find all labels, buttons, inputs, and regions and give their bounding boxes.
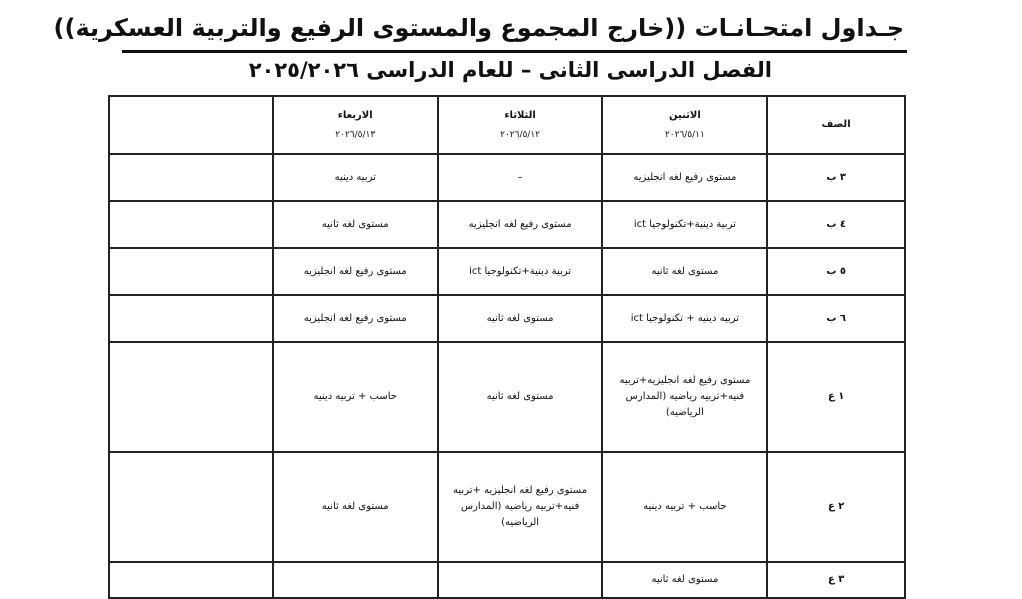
exam-cell: [438, 562, 603, 598]
exam-text: حاسب + تربيه دينيه: [643, 501, 727, 512]
exam-cell: [602, 248, 767, 295]
day-date: ٢٠٢٦/٥/١٢: [500, 129, 541, 140]
exam-cell: [273, 201, 438, 248]
exam-cell: [602, 201, 767, 248]
exam-text: مستوى لغه ثانيه: [651, 265, 719, 277]
exam-cell: [273, 295, 438, 342]
exam-text: مستوى رفيع لغه انجليزيه: [303, 265, 407, 277]
exam-cell: [273, 452, 438, 562]
exam-text: مستوى رفيع لغه انجليزيه+تربيه فنيه+تربيه رياضيه (المدارس الرياضيه): [619, 375, 751, 418]
exam-cell: [602, 342, 767, 452]
document-subtitle: الفصل الدراسى الثانى – للعام الدراسى ٢٠٢٥/٢٠٢٦: [248, 58, 772, 82]
exam-text: مستوى رفيع لغه انجليزيه: [303, 312, 407, 324]
table-row: [109, 295, 905, 342]
class-cell: ٣ ب: [767, 154, 905, 201]
exam-cell: [273, 248, 438, 295]
exam-cell: [273, 342, 438, 452]
day-header-wednesday: [273, 96, 438, 154]
empty-cell: [109, 452, 273, 562]
class-column-header: الصف: [767, 96, 905, 154]
title-underline: [122, 50, 907, 53]
exam-text: مستوى رفيع لغه انجليزيه: [468, 218, 572, 230]
empty-cell: [109, 201, 273, 248]
exam-cell: [602, 452, 767, 562]
exam-schedule-table: [108, 95, 906, 599]
exam-text: –: [517, 171, 523, 183]
exam-cell: [602, 295, 767, 342]
exam-text: مستوى لغه ثانيه: [486, 391, 554, 402]
exam-cell: [438, 201, 603, 248]
table-row: [109, 154, 905, 201]
empty-header-cell: [109, 96, 273, 154]
exam-text: مستوى لغه ثانيه: [321, 501, 389, 512]
exam-cell: [438, 248, 603, 295]
exam-cell: [602, 154, 767, 201]
exam-cell: [438, 342, 603, 452]
empty-cell: [109, 342, 273, 452]
empty-cell: [109, 295, 273, 342]
exam-text: مستوى لغه ثانيه: [486, 312, 554, 324]
document-title: جـداول امتحـانـات ((خارج المجموع والمستوى الرفيع والتربية العسكرية)): [53, 14, 904, 42]
day-name: الاربعاء: [337, 109, 373, 121]
exam-text: مستوى لغه ثانيه: [321, 218, 389, 230]
exam-cell: [438, 154, 603, 201]
day-date: ٢٠٢٦/٥/١١: [664, 129, 705, 140]
table-row: [109, 201, 905, 248]
exam-text: حاسب + تربيه دينيه: [313, 391, 397, 402]
exam-text: تربيه دينيه: [334, 171, 376, 183]
day-header-tuesday: [438, 96, 603, 154]
exam-text: مستوى لغه ثانيه: [651, 574, 719, 585]
day-header-monday: [602, 96, 767, 154]
exam-cell: [273, 154, 438, 201]
table-row: [109, 452, 905, 562]
day-name: الثلاثاء: [504, 109, 536, 121]
exam-text: تربية دينية+تكنولوجيا ict: [469, 265, 572, 277]
exam-cell: [273, 562, 438, 598]
class-cell: ٤ ب: [767, 201, 905, 248]
table-row: [109, 342, 905, 452]
empty-cell: [109, 562, 273, 598]
class-cell: ٦ ب: [767, 295, 905, 342]
day-name: الاثنين: [669, 109, 701, 121]
exam-cell: [602, 562, 767, 598]
day-date: ٢٠٢٦/٥/١٣: [335, 129, 376, 140]
exam-text: تربية دينية+تكنولوجيا ict: [633, 218, 736, 230]
empty-cell: [109, 154, 273, 201]
class-cell: ٥ ب: [767, 248, 905, 295]
exam-cell: [438, 295, 603, 342]
table-header-row: [109, 96, 905, 154]
exam-cell: [438, 452, 603, 562]
table-row: [109, 248, 905, 295]
table-row: [109, 562, 905, 598]
exam-text: مستوى رفيع لغه انجليزيه: [633, 171, 737, 183]
class-cell: ٣ ع: [767, 562, 905, 598]
exam-text: تربيه دينيه + تكنولوجيا ict: [630, 312, 740, 324]
class-cell: ٢ ع: [767, 452, 905, 562]
empty-cell: [109, 248, 273, 295]
class-cell: ١ ع: [767, 342, 905, 452]
exam-text: مستوى رفيع لغه انجليزيه +تربيه فنيه+تربيه رياضيه (المدارس الرياضيه): [453, 485, 588, 528]
